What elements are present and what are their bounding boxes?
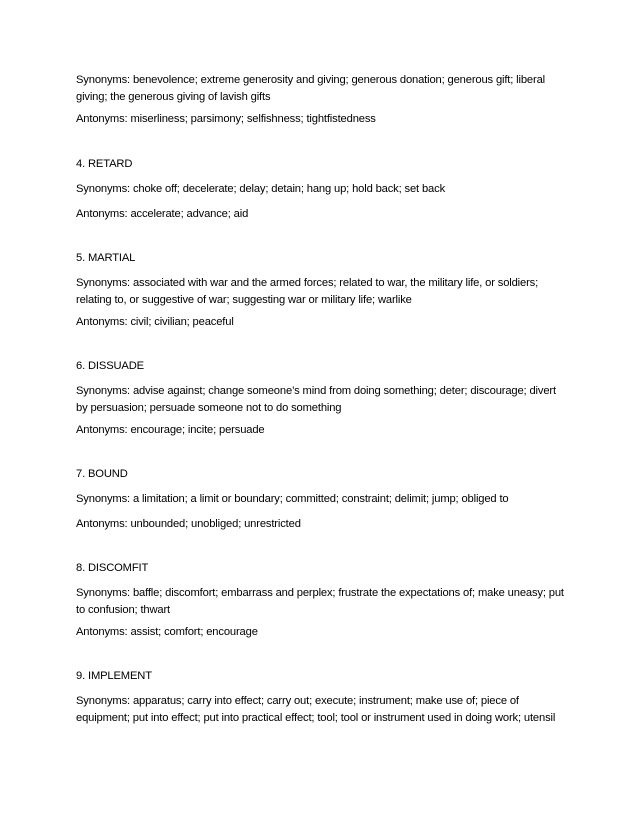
entry-heading-retard: 4. RETARD — [76, 158, 133, 170]
entry-heading-discomfit: 8. DISCOMFIT — [76, 562, 149, 574]
entry-synonyms-retard: Synonyms: choke off; decelerate; delay; detain; hang up; hold back; set back — [76, 183, 446, 195]
entry-antonyms-discomfit: Antonyms: assist; comfort; encourage — [76, 626, 258, 638]
entry-synonyms-bound: Synonyms: a limitation; a limit or boundary; committed; constraint; delimit; jump; obliged to — [76, 493, 509, 505]
intro-antonyms: Antonyms: miserliness; parsimony; selfishness; tightfistedness — [76, 113, 376, 125]
entry-synonyms-martial: Synonyms: associated with war and the armed forces; related to war, the military life, or soldiers; relating to, or suggestive of war; suggesting war or military life; warlike — [76, 277, 539, 306]
entry-antonyms-retard: Antonyms: accelerate; advance; aid — [76, 208, 249, 220]
intro-synonyms: Synonyms: benevolence; extreme generosity and giving; generous donation; generous gift; liberal giving; the generous giving of lavish gifts — [76, 74, 545, 103]
entry-heading-martial: 5. MARTIAL — [76, 252, 136, 264]
entry-antonyms-bound: Antonyms: unbounded; unobliged; unrestricted — [76, 518, 301, 530]
entry-synonyms-implement: Synonyms: apparatus; carry into effect; carry out; execute; instrument; make use of; piece of equipment; put into effect; put into practical effect; tool; tool or instrument used in doing work; utensil — [76, 695, 556, 724]
entry-synonyms-dissuade: Synonyms: advise against; change someone’s mind from doing something; deter; discourage; divert by persuasion; persuade someone not to do something — [76, 385, 556, 414]
entry-antonyms-martial: Antonyms: civil; civilian; peaceful — [76, 316, 234, 328]
entry-heading-dissuade: 6. DISSUADE — [76, 360, 144, 372]
entry-synonyms-discomfit: Synonyms: baffle; discomfort; embarrass and perplex; frustrate the expectations of; make uneasy; put to confusion; thwart — [76, 587, 564, 616]
entry-heading-bound: 7. BOUND — [76, 468, 128, 480]
entry-antonyms-dissuade: Antonyms: encourage; incite; persuade — [76, 424, 265, 436]
entry-heading-implement: 9. IMPLEMENT — [76, 670, 152, 682]
document-body — [76, 72, 570, 727]
